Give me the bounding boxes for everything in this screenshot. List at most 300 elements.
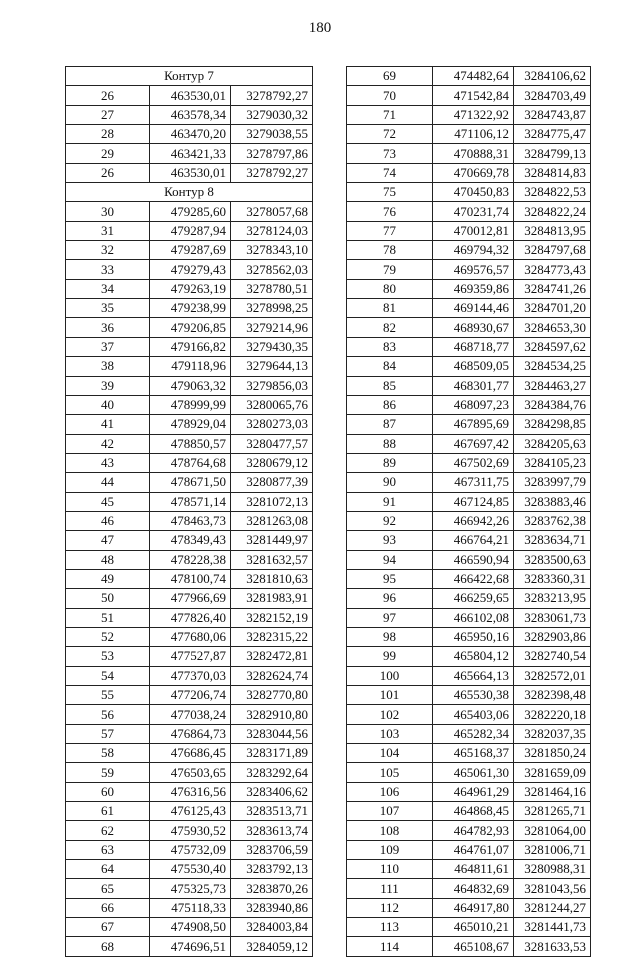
- y-coordinate-cell: 3282740,54: [514, 647, 591, 666]
- y-coordinate-cell: 3283213,95: [514, 589, 591, 608]
- table-row: [347, 879, 591, 898]
- point-number-cell: 27: [66, 105, 150, 124]
- point-number-cell: 45: [66, 492, 150, 511]
- x-coordinate-cell: 479287,69: [150, 241, 231, 260]
- table-row: [347, 724, 591, 743]
- x-coordinate-cell: 466259,65: [433, 589, 514, 608]
- point-number-cell: 64: [66, 860, 150, 879]
- point-number-cell: 52: [66, 627, 150, 646]
- table-row: [66, 492, 313, 511]
- y-coordinate-cell: 3284059,12: [231, 937, 313, 956]
- x-coordinate-cell: 464811,61: [433, 860, 514, 879]
- x-coordinate-cell: 466942,26: [433, 511, 514, 530]
- table-row: [347, 666, 591, 685]
- y-coordinate-cell: 3281244,27: [514, 898, 591, 917]
- point-number-cell: 105: [347, 763, 433, 782]
- x-coordinate-cell: 479238,99: [150, 299, 231, 318]
- table-row: [347, 782, 591, 801]
- table-row: [347, 395, 591, 414]
- y-coordinate-cell: 3281632,57: [231, 550, 313, 569]
- point-number-cell: 83: [347, 337, 433, 356]
- point-number-cell: 50: [66, 589, 150, 608]
- y-coordinate-cell: 3284298,85: [514, 415, 591, 434]
- x-coordinate-cell: 478850,57: [150, 434, 231, 453]
- table-row: [66, 647, 313, 666]
- point-number-cell: 85: [347, 376, 433, 395]
- x-coordinate-cell: 463470,20: [150, 125, 231, 144]
- table-row: [347, 802, 591, 821]
- table-row: [66, 763, 313, 782]
- table-row: [66, 918, 313, 937]
- x-coordinate-cell: 465530,38: [433, 686, 514, 705]
- x-coordinate-cell: 469144,46: [433, 299, 514, 318]
- table-row: [66, 627, 313, 646]
- table-row: [347, 183, 591, 202]
- table-row: [347, 918, 591, 937]
- x-coordinate-cell: 474482,64: [433, 67, 514, 86]
- x-coordinate-cell: 463530,01: [150, 86, 231, 105]
- y-coordinate-cell: 3278057,68: [231, 202, 313, 221]
- y-coordinate-cell: 3283513,71: [231, 802, 313, 821]
- y-coordinate-cell: 3282770,80: [231, 686, 313, 705]
- y-coordinate-cell: 3282037,35: [514, 724, 591, 743]
- y-coordinate-cell: 3281064,00: [514, 821, 591, 840]
- point-number-cell: 46: [66, 511, 150, 530]
- point-number-cell: 31: [66, 221, 150, 240]
- x-coordinate-cell: 475325,73: [150, 879, 231, 898]
- y-coordinate-cell: 3282315,22: [231, 627, 313, 646]
- table-row: [66, 686, 313, 705]
- x-coordinate-cell: 464917,80: [433, 898, 514, 917]
- point-number-cell: 62: [66, 821, 150, 840]
- table-left-body: [66, 67, 313, 957]
- x-coordinate-cell: 467311,75: [433, 473, 514, 492]
- table-row: [347, 860, 591, 879]
- point-number-cell: 53: [66, 647, 150, 666]
- point-number-cell: 55: [66, 686, 150, 705]
- point-number-cell: 112: [347, 898, 433, 917]
- y-coordinate-cell: 3281441,73: [514, 918, 591, 937]
- table-row: [347, 627, 591, 646]
- y-coordinate-cell: 3284814,83: [514, 163, 591, 182]
- x-coordinate-cell: 477527,87: [150, 647, 231, 666]
- y-coordinate-cell: 3282624,74: [231, 666, 313, 685]
- y-coordinate-cell: 3284703,49: [514, 86, 591, 105]
- x-coordinate-cell: 470888,31: [433, 144, 514, 163]
- table-row: [347, 686, 591, 705]
- point-number-cell: 81: [347, 299, 433, 318]
- table-row: [347, 144, 591, 163]
- y-coordinate-cell: 3283360,31: [514, 569, 591, 588]
- x-coordinate-cell: 467502,69: [433, 453, 514, 472]
- point-number-cell: 97: [347, 608, 433, 627]
- y-coordinate-cell: 3281983,91: [231, 589, 313, 608]
- y-coordinate-cell: 3279030,32: [231, 105, 313, 124]
- x-coordinate-cell: 478571,14: [150, 492, 231, 511]
- table-row: [347, 415, 591, 434]
- point-number-cell: 86: [347, 395, 433, 414]
- x-coordinate-cell: 469794,32: [433, 241, 514, 260]
- table-row: [66, 782, 313, 801]
- y-coordinate-cell: 3284822,53: [514, 183, 591, 202]
- point-number-cell: 61: [66, 802, 150, 821]
- x-coordinate-cell: 463530,01: [150, 163, 231, 182]
- x-coordinate-cell: 475930,52: [150, 821, 231, 840]
- y-coordinate-cell: 3280988,31: [514, 860, 591, 879]
- x-coordinate-cell: 475530,40: [150, 860, 231, 879]
- point-number-cell: 93: [347, 531, 433, 550]
- table-row: [347, 492, 591, 511]
- y-coordinate-cell: 3284105,23: [514, 453, 591, 472]
- y-coordinate-cell: 3278792,27: [231, 86, 313, 105]
- table-row: [66, 221, 313, 240]
- y-coordinate-cell: 3282572,01: [514, 666, 591, 685]
- point-number-cell: 39: [66, 376, 150, 395]
- y-coordinate-cell: 3281043,56: [514, 879, 591, 898]
- table-row: [347, 608, 591, 627]
- table-row: [347, 569, 591, 588]
- x-coordinate-cell: 479118,96: [150, 357, 231, 376]
- x-coordinate-cell: 479206,85: [150, 318, 231, 337]
- point-number-cell: 35: [66, 299, 150, 318]
- point-number-cell: 71: [347, 105, 433, 124]
- point-number-cell: 56: [66, 705, 150, 724]
- x-coordinate-cell: 477966,69: [150, 589, 231, 608]
- point-number-cell: 87: [347, 415, 433, 434]
- y-coordinate-cell: 3283171,89: [231, 744, 313, 763]
- y-coordinate-cell: 3282910,80: [231, 705, 313, 724]
- table-row: [66, 337, 313, 356]
- table-row: [66, 453, 313, 472]
- point-number-cell: 47: [66, 531, 150, 550]
- table-row: [347, 299, 591, 318]
- table-row: [347, 705, 591, 724]
- point-number-cell: 57: [66, 724, 150, 743]
- x-coordinate-cell: 465168,37: [433, 744, 514, 763]
- coordinates-table-right: [346, 66, 591, 957]
- table-row: [66, 434, 313, 453]
- x-coordinate-cell: 478463,73: [150, 511, 231, 530]
- point-number-cell: 102: [347, 705, 433, 724]
- x-coordinate-cell: 464782,93: [433, 821, 514, 840]
- x-coordinate-cell: 465061,30: [433, 763, 514, 782]
- table-row: [66, 608, 313, 627]
- x-coordinate-cell: 464961,29: [433, 782, 514, 801]
- point-number-cell: 89: [347, 453, 433, 472]
- y-coordinate-cell: 3283940,86: [231, 898, 313, 917]
- table-row: [66, 299, 313, 318]
- table-row: [347, 473, 591, 492]
- x-coordinate-cell: 468930,67: [433, 318, 514, 337]
- point-number-cell: 108: [347, 821, 433, 840]
- point-number-cell: 101: [347, 686, 433, 705]
- x-coordinate-cell: 463578,34: [150, 105, 231, 124]
- y-coordinate-cell: 3283870,26: [231, 879, 313, 898]
- x-coordinate-cell: 470450,83: [433, 183, 514, 202]
- x-coordinate-cell: 479166,82: [150, 337, 231, 356]
- contour-header: Контур 8: [66, 183, 313, 202]
- y-coordinate-cell: 3283292,64: [231, 763, 313, 782]
- point-number-cell: 72: [347, 125, 433, 144]
- x-coordinate-cell: 468097,23: [433, 395, 514, 414]
- point-number-cell: 79: [347, 260, 433, 279]
- x-coordinate-cell: 479263,19: [150, 279, 231, 298]
- y-coordinate-cell: 3284741,26: [514, 279, 591, 298]
- table-row: [347, 937, 591, 956]
- x-coordinate-cell: 477206,74: [150, 686, 231, 705]
- table-row: [347, 647, 591, 666]
- contour-header-row: [66, 67, 313, 86]
- x-coordinate-cell: 478999,99: [150, 395, 231, 414]
- y-coordinate-cell: 3282220,18: [514, 705, 591, 724]
- point-number-cell: 82: [347, 318, 433, 337]
- table-row: [347, 318, 591, 337]
- y-coordinate-cell: 3284701,20: [514, 299, 591, 318]
- table-row: [347, 202, 591, 221]
- point-number-cell: 48: [66, 550, 150, 569]
- table-row: [66, 415, 313, 434]
- x-coordinate-cell: 467895,69: [433, 415, 514, 434]
- y-coordinate-cell: 3279214,96: [231, 318, 313, 337]
- y-coordinate-cell: 3278562,03: [231, 260, 313, 279]
- point-number-cell: 34: [66, 279, 150, 298]
- table-row: [66, 860, 313, 879]
- point-number-cell: 109: [347, 840, 433, 859]
- table-row: [347, 898, 591, 917]
- x-coordinate-cell: 464761,07: [433, 840, 514, 859]
- table-row: [347, 589, 591, 608]
- y-coordinate-cell: 3281072,13: [231, 492, 313, 511]
- y-coordinate-cell: 3278998,25: [231, 299, 313, 318]
- table-row: [347, 221, 591, 240]
- y-coordinate-cell: 3284797,68: [514, 241, 591, 260]
- y-coordinate-cell: 3283061,73: [514, 608, 591, 627]
- y-coordinate-cell: 3278792,27: [231, 163, 313, 182]
- y-coordinate-cell: 3281659,09: [514, 763, 591, 782]
- point-number-cell: 113: [347, 918, 433, 937]
- x-coordinate-cell: 465010,21: [433, 918, 514, 937]
- x-coordinate-cell: 467124,85: [433, 492, 514, 511]
- table-row: [347, 763, 591, 782]
- x-coordinate-cell: 477826,40: [150, 608, 231, 627]
- point-number-cell: 66: [66, 898, 150, 917]
- table-row: [347, 821, 591, 840]
- x-coordinate-cell: 476503,65: [150, 763, 231, 782]
- point-number-cell: 58: [66, 744, 150, 763]
- point-number-cell: 54: [66, 666, 150, 685]
- table-row: [347, 511, 591, 530]
- point-number-cell: 26: [66, 86, 150, 105]
- table-row: [66, 473, 313, 492]
- table-row: [66, 318, 313, 337]
- table-row: [347, 357, 591, 376]
- table-row: [347, 744, 591, 763]
- y-coordinate-cell: 3280679,12: [231, 453, 313, 472]
- y-coordinate-cell: 3279038,55: [231, 125, 313, 144]
- table-row: [347, 434, 591, 453]
- y-coordinate-cell: 3281263,08: [231, 511, 313, 530]
- y-coordinate-cell: 3284003,84: [231, 918, 313, 937]
- table-row: [66, 840, 313, 859]
- x-coordinate-cell: 478671,50: [150, 473, 231, 492]
- x-coordinate-cell: 470669,78: [433, 163, 514, 182]
- point-number-cell: 59: [66, 763, 150, 782]
- table-row: [66, 163, 313, 182]
- table-row: [66, 589, 313, 608]
- x-coordinate-cell: 474696,51: [150, 937, 231, 956]
- point-number-cell: 49: [66, 569, 150, 588]
- table-row: [66, 821, 313, 840]
- y-coordinate-cell: 3284773,43: [514, 260, 591, 279]
- point-number-cell: 98: [347, 627, 433, 646]
- y-coordinate-cell: 3284813,95: [514, 221, 591, 240]
- table-row: [347, 531, 591, 550]
- point-number-cell: 40: [66, 395, 150, 414]
- point-number-cell: 106: [347, 782, 433, 801]
- point-number-cell: 37: [66, 337, 150, 356]
- y-coordinate-cell: 3284775,47: [514, 125, 591, 144]
- y-coordinate-cell: 3279856,03: [231, 376, 313, 395]
- table-row: [347, 376, 591, 395]
- x-coordinate-cell: 471322,92: [433, 105, 514, 124]
- x-coordinate-cell: 464868,45: [433, 802, 514, 821]
- coordinates-table-left: [65, 66, 313, 957]
- x-coordinate-cell: 466590,94: [433, 550, 514, 569]
- point-number-cell: 104: [347, 744, 433, 763]
- table-right-body: [347, 67, 591, 957]
- x-coordinate-cell: 464832,69: [433, 879, 514, 898]
- x-coordinate-cell: 478764,68: [150, 453, 231, 472]
- x-coordinate-cell: 471542,84: [433, 86, 514, 105]
- x-coordinate-cell: 477680,06: [150, 627, 231, 646]
- y-coordinate-cell: 3279430,35: [231, 337, 313, 356]
- table-row: [347, 840, 591, 859]
- table-row: [66, 260, 313, 279]
- x-coordinate-cell: 476125,43: [150, 802, 231, 821]
- point-number-cell: 63: [66, 840, 150, 859]
- y-coordinate-cell: 3284205,63: [514, 434, 591, 453]
- y-coordinate-cell: 3284799,13: [514, 144, 591, 163]
- y-coordinate-cell: 3283406,62: [231, 782, 313, 801]
- y-coordinate-cell: 3282398,48: [514, 686, 591, 705]
- x-coordinate-cell: 466102,08: [433, 608, 514, 627]
- table-row: [66, 531, 313, 550]
- x-coordinate-cell: 465282,34: [433, 724, 514, 743]
- table-row: [66, 86, 313, 105]
- x-coordinate-cell: 469359,86: [433, 279, 514, 298]
- point-number-cell: 41: [66, 415, 150, 434]
- y-coordinate-cell: 3281850,24: [514, 744, 591, 763]
- y-coordinate-cell: 3278124,03: [231, 221, 313, 240]
- x-coordinate-cell: 478929,04: [150, 415, 231, 434]
- point-number-cell: 78: [347, 241, 433, 260]
- table-row: [347, 550, 591, 569]
- point-number-cell: 26: [66, 163, 150, 182]
- table-row: [66, 744, 313, 763]
- y-coordinate-cell: 3284653,30: [514, 318, 591, 337]
- point-number-cell: 94: [347, 550, 433, 569]
- table-row: [347, 86, 591, 105]
- point-number-cell: 77: [347, 221, 433, 240]
- contour-header: Контур 7: [66, 67, 313, 86]
- table-row: [66, 511, 313, 530]
- table-row: [66, 125, 313, 144]
- point-number-cell: 43: [66, 453, 150, 472]
- point-number-cell: 111: [347, 879, 433, 898]
- y-coordinate-cell: 3278797,86: [231, 144, 313, 163]
- x-coordinate-cell: 476864,73: [150, 724, 231, 743]
- y-coordinate-cell: 3281006,71: [514, 840, 591, 859]
- y-coordinate-cell: 3283044,56: [231, 724, 313, 743]
- point-number-cell: 73: [347, 144, 433, 163]
- y-coordinate-cell: 3283792,13: [231, 860, 313, 879]
- point-number-cell: 90: [347, 473, 433, 492]
- x-coordinate-cell: 477038,24: [150, 705, 231, 724]
- y-coordinate-cell: 3284106,62: [514, 67, 591, 86]
- table-row: [66, 666, 313, 685]
- contour-header-row: [66, 183, 313, 202]
- point-number-cell: 44: [66, 473, 150, 492]
- x-coordinate-cell: 465950,16: [433, 627, 514, 646]
- x-coordinate-cell: 474908,50: [150, 918, 231, 937]
- x-coordinate-cell: 468301,77: [433, 376, 514, 395]
- point-number-cell: 51: [66, 608, 150, 627]
- y-coordinate-cell: 3282472,81: [231, 647, 313, 666]
- point-number-cell: 99: [347, 647, 433, 666]
- table-row: [66, 724, 313, 743]
- x-coordinate-cell: 468509,05: [433, 357, 514, 376]
- point-number-cell: 91: [347, 492, 433, 511]
- y-coordinate-cell: 3278780,51: [231, 279, 313, 298]
- point-number-cell: 96: [347, 589, 433, 608]
- table-row: [347, 67, 591, 86]
- table-row: [66, 144, 313, 163]
- y-coordinate-cell: 3283997,79: [514, 473, 591, 492]
- x-coordinate-cell: 479279,43: [150, 260, 231, 279]
- x-coordinate-cell: 476686,45: [150, 744, 231, 763]
- table-row: [66, 241, 313, 260]
- point-number-cell: 36: [66, 318, 150, 337]
- y-coordinate-cell: 3283762,38: [514, 511, 591, 530]
- table-row: [66, 879, 313, 898]
- x-coordinate-cell: 470231,74: [433, 202, 514, 221]
- table-row: [66, 898, 313, 917]
- point-number-cell: 114: [347, 937, 433, 956]
- x-coordinate-cell: 466422,68: [433, 569, 514, 588]
- table-row: [347, 163, 591, 182]
- y-coordinate-cell: 3280065,76: [231, 395, 313, 414]
- x-coordinate-cell: 478349,43: [150, 531, 231, 550]
- table-row: [347, 125, 591, 144]
- table-row: [66, 279, 313, 298]
- point-number-cell: 42: [66, 434, 150, 453]
- y-coordinate-cell: 3284822,24: [514, 202, 591, 221]
- point-number-cell: 74: [347, 163, 433, 182]
- point-number-cell: 110: [347, 860, 433, 879]
- x-coordinate-cell: 475732,09: [150, 840, 231, 859]
- table-row: [66, 569, 313, 588]
- page-number: 180: [308, 20, 332, 36]
- y-coordinate-cell: 3283634,71: [514, 531, 591, 550]
- x-coordinate-cell: 467697,42: [433, 434, 514, 453]
- point-number-cell: 100: [347, 666, 433, 685]
- point-number-cell: 65: [66, 879, 150, 898]
- x-coordinate-cell: 478228,38: [150, 550, 231, 569]
- point-number-cell: 29: [66, 144, 150, 163]
- y-coordinate-cell: 3281633,53: [514, 937, 591, 956]
- x-coordinate-cell: 466764,21: [433, 531, 514, 550]
- point-number-cell: 95: [347, 569, 433, 588]
